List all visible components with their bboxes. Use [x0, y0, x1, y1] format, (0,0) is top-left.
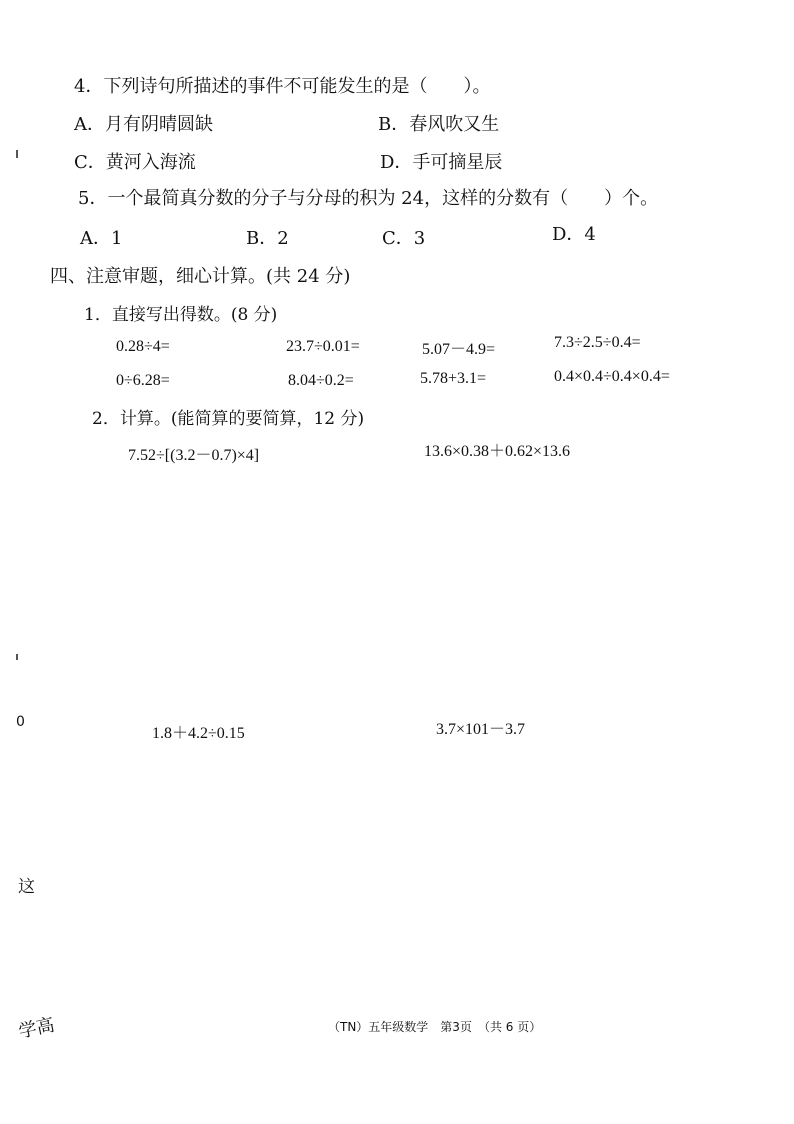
calc-expression: 3.7×101－3.7	[436, 721, 526, 738]
calc-expression: 1.8＋4.2÷0.15	[152, 725, 245, 742]
oral-calc-item: 0÷6.28=	[116, 372, 170, 389]
q4-stem: 4．下列诗句所描述的事件不可能发生的是（ ）。	[74, 76, 491, 97]
part1-title: 1．直接写出得数。(8 分)	[84, 305, 278, 325]
q5-option-a: A．1	[80, 228, 123, 249]
handwritten-note: 学高	[16, 1014, 57, 1043]
q5-option-c: C．3	[382, 228, 426, 249]
calc-expression: 7.52÷[(3.2－0.7)×4]	[128, 447, 260, 464]
oral-calc-item: 0.28÷4=	[116, 338, 170, 355]
scan-speck	[16, 150, 18, 158]
q4-option-d: D．手可摘星辰	[380, 152, 503, 173]
q5-stem: 5．一个最简真分数的分子与分母的积为 24，这样的分数有（ ）个。	[78, 188, 659, 209]
oral-calc-item: 7.3÷2.5÷0.4=	[554, 334, 641, 351]
section-title: 四、注意审题，细心计算。(共 24 分)	[50, 266, 351, 287]
q4-option-a: A．月有阴晴圆缺	[74, 114, 213, 135]
q4-option-c: C．黄河入海流	[74, 152, 196, 173]
oral-calc-item: 0.4×0.4÷0.4×0.4=	[554, 368, 670, 385]
part2-title: 2．计算。(能简算的要简算，12 分)	[92, 409, 365, 429]
q5-option-b: B．2	[246, 228, 289, 249]
page-footer: （TN）五年级数学 第3页 （共 6 页）	[328, 1020, 542, 1034]
oral-calc-item: 8.04÷0.2=	[288, 372, 354, 389]
oral-calc-item: 23.7÷0.01=	[286, 338, 360, 355]
oral-calc-item: 5.78+3.1=	[420, 370, 487, 387]
margin-character: 这	[18, 877, 35, 897]
q5-option-d: D．4	[552, 224, 596, 245]
q4-option-b: B．春风吹又生	[378, 114, 500, 135]
calc-expression: 13.6×0.38＋0.62×13.6	[424, 443, 571, 460]
oral-calc-item: 5.07－4.9=	[422, 341, 496, 358]
margin-digit: 0	[16, 714, 25, 730]
scan-speck	[16, 654, 18, 660]
